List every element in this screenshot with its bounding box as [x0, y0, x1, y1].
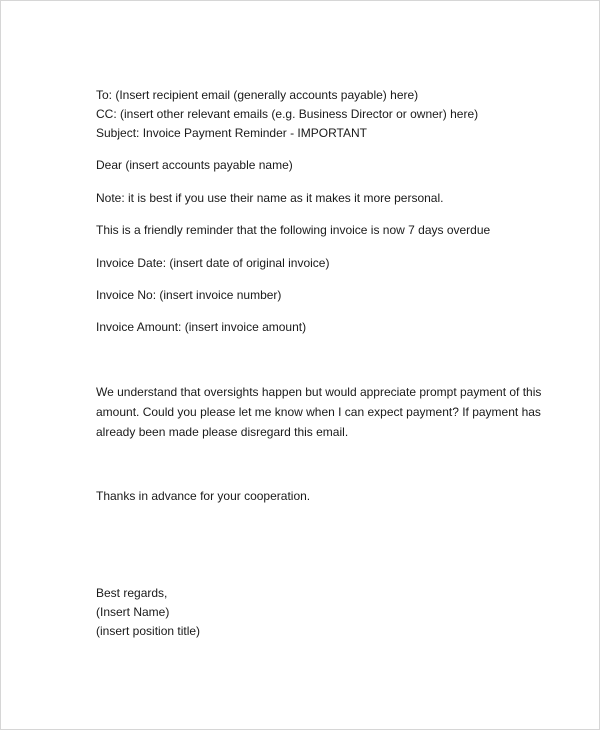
- to-line: To: (Insert recipient email (generally accounts payable) here): [96, 88, 419, 102]
- sender-name: (Insert Name): [96, 605, 170, 619]
- subject-line: Subject: Invoice Payment Reminder - IMPORTANT: [96, 126, 367, 140]
- paragraph-line-1: We understand that oversights happen but would appreciate prompt payment of this: [96, 385, 542, 399]
- invoice-number: Invoice No: (insert invoice number): [96, 288, 282, 302]
- invoice-date: Invoice Date: (insert date of original invoice): [96, 256, 330, 270]
- greeting: Dear (insert accounts payable name): [96, 158, 293, 172]
- note-text: Note: it is best if you use their name as it makes it more personal.: [96, 191, 444, 205]
- paragraph-line-3: already been made please disregard this email.: [96, 425, 349, 439]
- paragraph-line-2: amount. Could you please let me know when I can expect payment? If payment has: [96, 405, 541, 419]
- closing: Best regards,: [96, 586, 168, 600]
- cc-line: CC: (insert other relevant emails (e.g. Business Director or owner) here): [96, 107, 479, 121]
- sender-title: (insert position title): [96, 624, 201, 638]
- invoice-amount: Invoice Amount: (insert invoice amount): [96, 320, 307, 334]
- reminder-text: This is a friendly reminder that the following invoice is now 7 days overdue: [96, 223, 491, 237]
- thanks-text: Thanks in advance for your cooperation.: [96, 489, 311, 503]
